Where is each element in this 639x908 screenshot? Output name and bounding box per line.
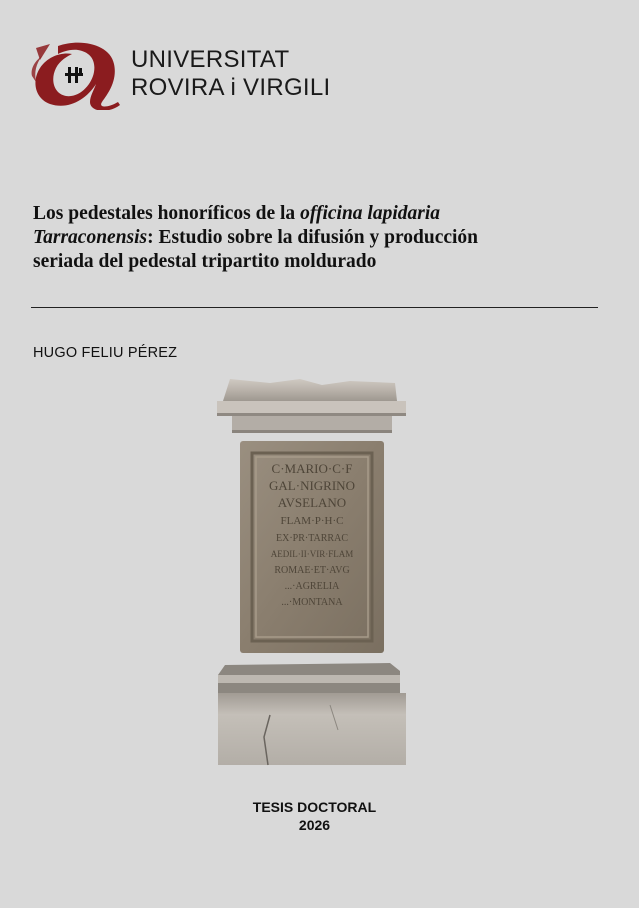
inscription-line-7: ROMAE·ET·AVG bbox=[274, 565, 350, 576]
inscription-line-5: EX·PR·TARRAC bbox=[276, 533, 348, 544]
title-part-2: : Estudio sobre la difusión y producción bbox=[147, 227, 479, 248]
pedestal-image bbox=[210, 375, 410, 770]
inscription-line-8: ...·AGRELIA bbox=[284, 581, 340, 592]
pedestal-cornice bbox=[217, 379, 406, 433]
author-name: HUGO FELIU PÉREZ bbox=[33, 345, 178, 361]
thesis-title bbox=[33, 202, 603, 274]
university-name bbox=[131, 46, 331, 102]
inscription-line-6: AEDIL·II·VIR·FLAM bbox=[270, 549, 354, 559]
logo-line-2: ROVIRA i VIRGILI bbox=[131, 74, 331, 101]
thesis-year: 2026 bbox=[298, 817, 331, 833]
logo-line-1: UNIVERSITAT bbox=[131, 46, 290, 73]
title-part-1: Los pedestales honoríficos de la bbox=[33, 203, 301, 224]
pedestal-die bbox=[240, 441, 384, 653]
thesis-footer bbox=[0, 798, 629, 834]
horizontal-rule bbox=[31, 307, 598, 308]
inscription-line-4: FLAM·P·H·C bbox=[280, 515, 344, 527]
urv-logo-icon bbox=[28, 38, 124, 110]
title-italic-1: officina lapidaria bbox=[300, 203, 440, 224]
inscription-line-3: AVSELANO bbox=[277, 495, 347, 510]
inscription-line-1: C·MARIO·C·F bbox=[271, 461, 353, 476]
title-part-3: seriada del pedestal tripartito moldurado bbox=[33, 251, 377, 272]
title-italic-2: Tarraconensis bbox=[33, 227, 148, 248]
inscription-line-2: GAL·NIGRINO bbox=[269, 478, 355, 493]
pedestal-base bbox=[218, 663, 406, 765]
thesis-type: TESIS DOCTORAL bbox=[252, 799, 377, 815]
inscription-line-9: ...·MONTANA bbox=[281, 597, 343, 608]
